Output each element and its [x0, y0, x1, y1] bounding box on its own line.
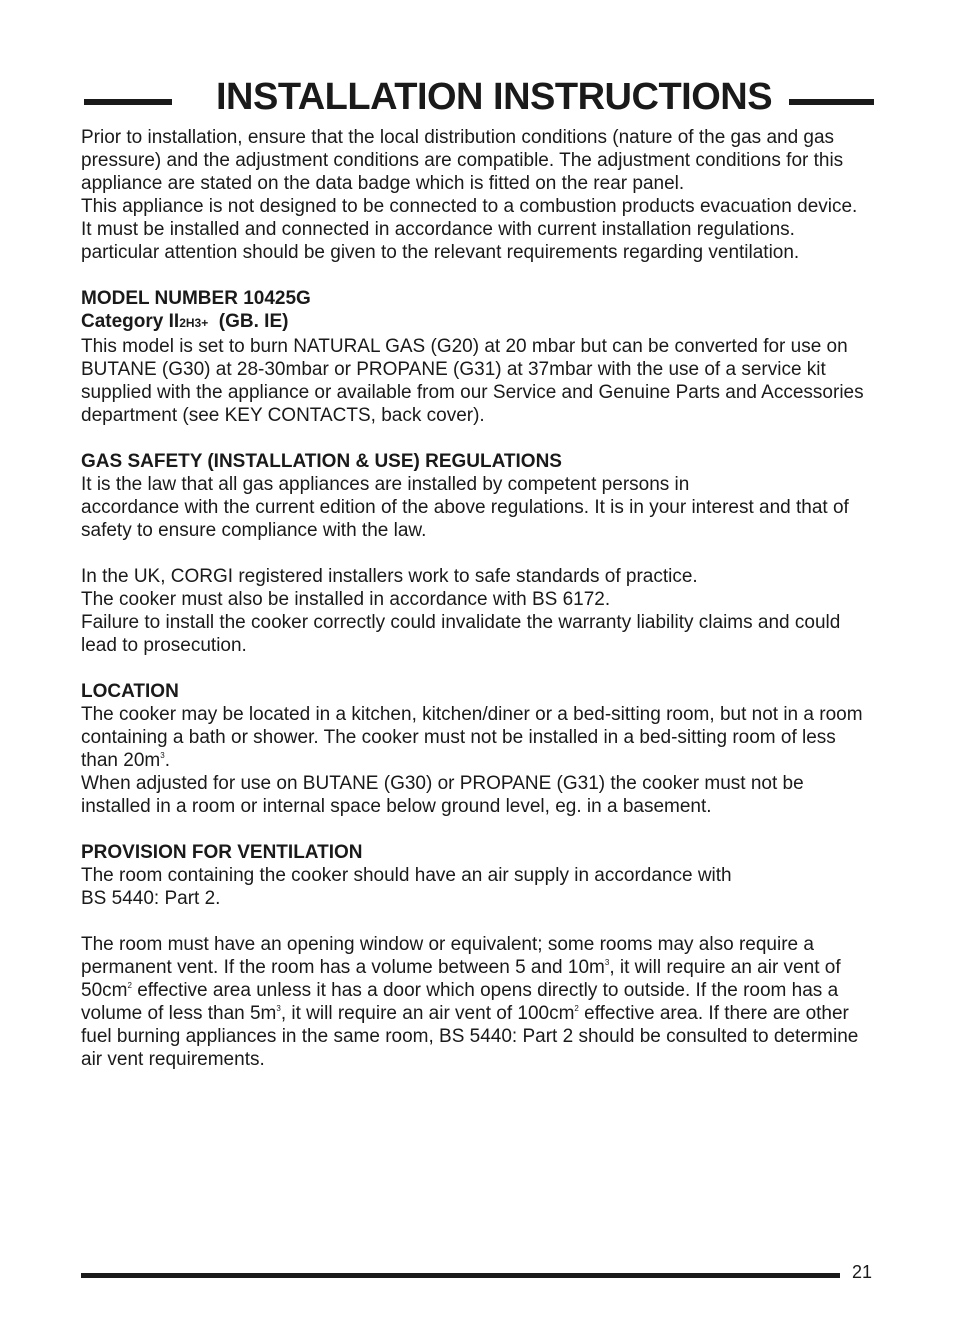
- ventilation-p1-line2: BS 5440: Part 2.: [81, 888, 221, 909]
- ventilation-p2-sup3: 3: [276, 1004, 281, 1013]
- ventilation-p2-sup2: 2: [127, 981, 132, 990]
- location-p1-text: The cooker may be located in a kitchen, kitchen/diner or a bed-sitting room, but not in a room containing a bath or shower. The cooker must not be installed in a bed-sitting room of less than 20m: [81, 704, 863, 771]
- model-heading: MODEL NUMBER 10425G: [81, 288, 311, 309]
- title-rule-right: [789, 99, 874, 105]
- category-suffix: (GB. IE): [218, 311, 289, 332]
- gas-safety-paragraph-2: In the UK, CORGI registered installers work to safe standards of practice.: [81, 566, 698, 587]
- ventilation-p2-d: , it will require an air vent of 100cm: [280, 1003, 575, 1024]
- gas-safety-p1-line1: It is the law that all gas appliances are installed by competent persons in: [81, 474, 690, 495]
- title-row: [84, 74, 874, 124]
- intro-paragraph-2: This appliance is not designed to be connected to a combustion products evacuation device. It must be installed and connected in accordance with current installation regulations. particular attention should be given to the relevant requirements regarding ventilation.: [81, 196, 858, 263]
- ventilation-heading: PROVISION FOR VENTILATION: [81, 842, 363, 863]
- gas-safety-heading: GAS SAFETY (INSTALLATION & USE) REGULATIONS: [81, 451, 562, 472]
- gas-safety-paragraph-3: The cooker must also be installed in accordance with BS 6172.: [81, 589, 611, 610]
- gas-safety-p1-rest: accordance with the current edition of the above regulations. It is in your interest and that of safety to ensure compliance with the law.: [81, 497, 849, 541]
- category-label: Category II: [81, 311, 180, 332]
- gas-safety-paragraph-4: Failure to install the cooker correctly could invalidate the warranty liability claims and could lead to prosecution.: [81, 612, 841, 656]
- location-heading: LOCATION: [81, 681, 179, 702]
- ventilation-p1-line1: The room containing the cooker should have an air supply in accordance with: [81, 865, 732, 886]
- location-paragraph-1: [81, 703, 873, 772]
- ventilation-paragraph-1: [81, 864, 873, 910]
- ventilation-p2-sup1: 3: [604, 958, 610, 967]
- location-p1-sup: 3: [160, 751, 165, 760]
- ventilation-p2-sup4: 2: [574, 1004, 579, 1013]
- ventilation-p2-e: effective area. If there are other fuel burning appliances in the same room, BS 5440: Part 2 should be consulted to determine air vent requirements.: [81, 1003, 859, 1070]
- ventilation-p2-b: , it will require an air vent of 50cm: [81, 957, 841, 1001]
- location-paragraph-2: When adjusted for use on BUTANE (G30) or PROPANE (G31) the cooker must not be installed in a room or internal space below ground level, eg. in a basement.: [81, 773, 804, 817]
- gas-safety-paragraph-1: [81, 473, 873, 542]
- ventilation-paragraph-2: [81, 933, 873, 1071]
- category-subscript: 2H3+: [179, 316, 209, 330]
- footer-rule: [81, 1273, 840, 1278]
- page-content: [81, 126, 873, 1071]
- model-text: This model is set to burn NATURAL GAS (G20) at 20 mbar but can be converted for use on BUTANE (G30) at 28-30mbar or PROPANE (G31) at 37mbar with the use of a service kit supplied with the appliance or available from our Service and Genuine Parts and Accessories department (see KEY CONTACTS, back cover).: [81, 336, 864, 426]
- page-number: 21: [852, 1262, 873, 1282]
- ventilation-p2-c: effective area unless it has a door which opens directly to outside. If the room has a volume of less than 5m: [81, 980, 839, 1024]
- page-title: INSTALLATION INSTRUCTIONS: [216, 76, 773, 118]
- location-p1-end: .: [164, 750, 170, 771]
- model-category: [81, 310, 873, 335]
- intro-paragraph-1: Prior to installation, ensure that the local distribution conditions (nature of the gas and gas pressure) and the adjustment conditions are compatible. The adjustment conditions for this appliance are stated on the data badge which is fitted on the rear panel.: [81, 127, 844, 194]
- ventilation-p2-a: The room must have an opening window or equivalent; some rooms may also require a permanent vent. If the room has a volume between 5 and 10m: [81, 934, 814, 978]
- title-rule-left: [84, 99, 172, 105]
